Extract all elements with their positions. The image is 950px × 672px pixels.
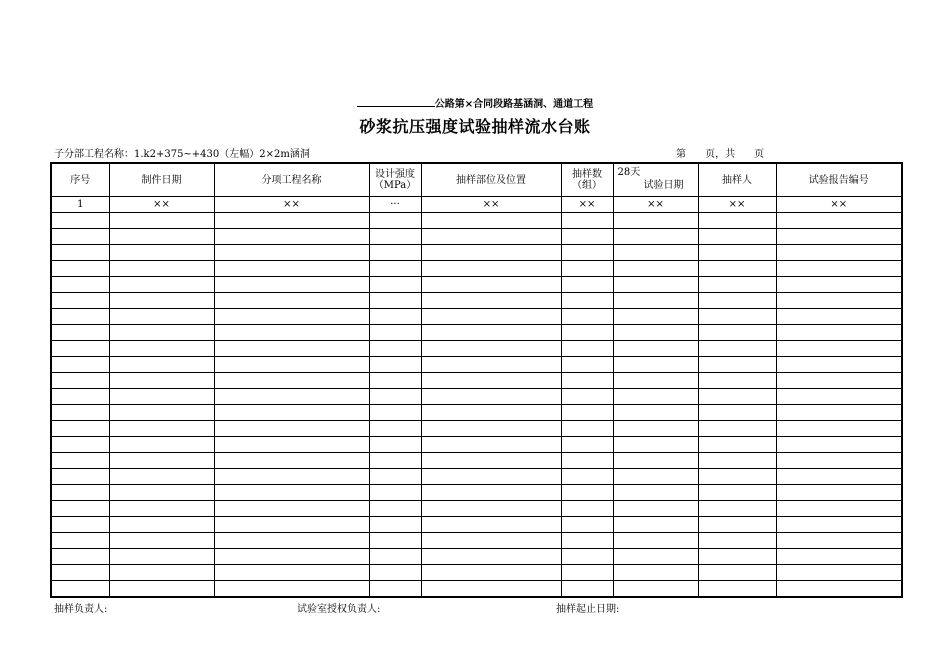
cell-sample-location[interactable] [421,549,561,565]
cell-design-strength[interactable] [369,517,421,533]
cell-sample-count[interactable] [561,341,613,357]
cell-make-date[interactable] [109,549,214,565]
cell-seq[interactable] [51,565,109,581]
cell-sample-count[interactable] [561,469,613,485]
cell-make-date[interactable] [109,309,214,325]
cell-sampler[interactable] [698,565,776,581]
cell-sample-location[interactable] [421,453,561,469]
cell-sample-location[interactable] [421,213,561,229]
cell-sampler[interactable] [698,325,776,341]
cell-seq[interactable] [51,405,109,421]
cell-design-strength[interactable] [369,421,421,437]
cell-sample-count[interactable] [561,421,613,437]
cell-make-date[interactable] [109,245,214,261]
cell-test-date[interactable] [613,549,698,565]
cell-design-strength[interactable] [369,373,421,389]
cell-make-date[interactable] [109,533,214,549]
cell-test-date[interactable] [613,309,698,325]
cell-sample-count[interactable] [561,405,613,421]
subproject-name: 子分部工程名称：1.k2+375~+430（左幅）2×2m涵洞 [54,149,310,160]
cell-item-name[interactable] [214,277,369,293]
page-title: 砂浆抗压强度试验抽样流水台账 [359,117,591,136]
table-row [51,581,902,598]
table-row [51,325,902,341]
cell-seq[interactable] [51,453,109,469]
table-row [51,357,902,373]
cell-make-date[interactable] [109,469,214,485]
cell-seq[interactable] [51,469,109,485]
cell-sample-location[interactable] [421,581,561,598]
table-row [51,549,902,565]
cell-report-no[interactable] [776,549,902,565]
cell-sample-count[interactable] [561,229,613,245]
cell-sample-count[interactable] [561,245,613,261]
cell-seq[interactable] [51,485,109,501]
table-row [51,533,902,549]
table-row [51,421,902,437]
cell-sampler[interactable] [698,389,776,405]
header-test-date-label: 试验日期 [643,180,684,191]
cell-test-date[interactable] [613,373,698,389]
cell-sampler[interactable] [698,373,776,389]
cell-test-date[interactable] [613,213,698,229]
cell-report-no[interactable] [776,341,902,357]
cell-sampler[interactable]: ×× [698,197,776,213]
table-row [51,437,902,453]
cell-report-no[interactable] [776,437,902,453]
header-seq: 序号 [51,163,109,197]
cell-sampler[interactable] [698,229,776,245]
cell-make-date[interactable] [109,437,214,453]
cell-test-date[interactable] [613,533,698,549]
cell-sampler[interactable] [698,501,776,517]
cell-sample-location[interactable] [421,261,561,277]
cell-sample-location[interactable]: ×× [421,197,561,213]
cell-sample-count[interactable] [561,293,613,309]
cell-test-date[interactable] [613,437,698,453]
cell-report-no[interactable] [776,501,902,517]
cell-sample-location[interactable] [421,389,561,405]
cell-item-name[interactable] [214,581,369,598]
cell-design-strength[interactable]: ··· [369,197,421,213]
cell-sampler[interactable] [698,245,776,261]
cell-item-name[interactable] [214,453,369,469]
cell-seq[interactable] [51,357,109,373]
cell-sampler[interactable] [698,213,776,229]
table-row [51,373,902,389]
cell-sampler[interactable] [698,405,776,421]
cell-seq[interactable] [51,261,109,277]
header-28-day: 28天 [617,167,641,178]
cell-sampler[interactable] [698,357,776,373]
cell-test-date[interactable] [613,421,698,437]
cell-item-name[interactable]: ×× [214,197,369,213]
table-row [51,341,902,357]
cell-test-date[interactable] [613,229,698,245]
cell-seq[interactable] [51,533,109,549]
cell-report-no[interactable] [776,213,902,229]
cell-design-strength[interactable] [369,581,421,598]
cell-design-strength[interactable] [369,533,421,549]
cell-seq[interactable] [51,581,109,598]
table-row [51,485,902,501]
cell-sampler[interactable] [698,533,776,549]
cell-item-name[interactable] [214,469,369,485]
table-row [51,517,902,533]
cell-item-name[interactable] [214,389,369,405]
cell-design-strength[interactable] [369,501,421,517]
table-row [51,245,902,261]
table-header-row [51,163,902,197]
table-row [51,229,902,245]
cell-make-date[interactable] [109,517,214,533]
cell-design-strength[interactable] [369,309,421,325]
footer-sampling-end: 抽样起止日期: [556,604,620,615]
header-sampler: 抽样人 [698,163,776,197]
cell-seq[interactable] [51,245,109,261]
cell-design-strength[interactable] [369,213,421,229]
cell-design-strength[interactable] [369,293,421,309]
cell-report-no[interactable] [776,469,902,485]
cell-seq[interactable] [51,229,109,245]
cell-make-date[interactable] [109,389,214,405]
cell-item-name[interactable] [214,485,369,501]
cell-sample-count[interactable] [561,357,613,373]
cell-design-strength[interactable] [369,341,421,357]
cell-item-name[interactable] [214,341,369,357]
cell-report-no[interactable] [776,277,902,293]
cell-sampler[interactable] [698,293,776,309]
project-line-text: 公路第×合同段路基涵洞、通道工程 [434,99,594,110]
cell-sample-location[interactable] [421,437,561,453]
cell-report-no[interactable] [776,357,902,373]
cell-test-date[interactable] [613,261,698,277]
cell-test-date[interactable] [613,277,698,293]
cell-design-strength[interactable] [369,389,421,405]
cell-sample-count[interactable] [561,501,613,517]
cell-test-date[interactable] [613,245,698,261]
cell-sampler[interactable] [698,469,776,485]
cell-sample-count[interactable] [561,565,613,581]
cell-seq[interactable] [51,517,109,533]
cell-item-name[interactable] [214,245,369,261]
cell-report-no[interactable] [776,517,902,533]
cell-report-no[interactable] [776,373,902,389]
project-name-blank [357,96,435,107]
cell-seq[interactable] [51,421,109,437]
cell-item-name[interactable] [214,533,369,549]
cell-sample-count[interactable] [561,373,613,389]
cell-sample-location[interactable] [421,309,561,325]
cell-sampler[interactable] [698,261,776,277]
project-line [0,95,950,110]
cell-sample-location[interactable] [421,357,561,373]
cell-sample-count[interactable] [561,581,613,598]
cell-report-no[interactable] [776,229,902,245]
cell-design-strength[interactable] [369,549,421,565]
cell-report-no[interactable] [776,485,902,501]
cell-design-strength[interactable] [369,229,421,245]
cell-test-date[interactable] [613,389,698,405]
cell-design-strength[interactable] [369,485,421,501]
cell-sampler[interactable] [698,277,776,293]
cell-sample-location[interactable] [421,501,561,517]
cell-seq[interactable] [51,277,109,293]
cell-item-name[interactable] [214,501,369,517]
cell-seq[interactable] [51,341,109,357]
cell-design-strength[interactable] [369,453,421,469]
cell-sampler[interactable] [698,437,776,453]
cell-test-date[interactable] [613,581,698,598]
cell-design-strength[interactable] [369,357,421,373]
header-sample-location: 抽样部位及位置 [421,163,561,197]
cell-item-name[interactable] [214,421,369,437]
table-row [51,565,902,581]
cell-test-date[interactable] [613,501,698,517]
cell-sample-count[interactable]: ×× [561,197,613,213]
cell-sampler[interactable] [698,581,776,598]
cell-report-no[interactable] [776,533,902,549]
cell-report-no[interactable] [776,421,902,437]
cell-make-date[interactable] [109,325,214,341]
table-row [51,405,902,421]
cell-design-strength[interactable] [369,261,421,277]
table-row [51,213,902,229]
table-row [51,453,902,469]
cell-sample-location[interactable] [421,277,561,293]
cell-test-date[interactable] [613,485,698,501]
cell-sample-count[interactable] [561,309,613,325]
cell-report-no[interactable] [776,261,902,277]
cell-test-date[interactable] [613,517,698,533]
cell-report-no[interactable]: ×× [776,197,902,213]
cell-design-strength[interactable] [369,245,421,261]
cell-test-date[interactable] [613,469,698,485]
cell-sample-location[interactable] [421,485,561,501]
cell-sample-count[interactable] [561,549,613,565]
cell-sampler[interactable] [698,421,776,437]
cell-sample-count[interactable] [561,325,613,341]
cell-report-no[interactable] [776,405,902,421]
cell-sample-location[interactable] [421,565,561,581]
header-test-date [613,163,698,197]
cell-item-name[interactable] [214,565,369,581]
footer-lab-auth: 试验室授权负责人: [297,604,381,615]
header-sample-count: 抽样数（组） [561,163,613,197]
ledger-table [50,162,903,598]
cell-seq[interactable] [51,325,109,341]
cell-seq[interactable] [51,549,109,565]
header-item-name: 分项工程名称 [214,163,369,197]
cell-make-date[interactable] [109,485,214,501]
cell-report-no[interactable] [776,581,902,598]
cell-sample-count[interactable] [561,517,613,533]
cell-item-name[interactable] [214,213,369,229]
cell-item-name[interactable] [214,261,369,277]
cell-seq[interactable] [51,373,109,389]
cell-item-name[interactable] [214,325,369,341]
cell-report-no[interactable] [776,325,902,341]
cell-sample-count[interactable] [561,277,613,293]
cell-item-name[interactable] [214,373,369,389]
cell-make-date[interactable]: ×× [109,197,214,213]
header-design-strength: 设计强度（MPa） [369,163,421,197]
cell-test-date[interactable] [613,357,698,373]
cell-sample-location[interactable] [421,373,561,389]
cell-make-date[interactable] [109,261,214,277]
cell-make-date[interactable] [109,421,214,437]
cell-test-date[interactable] [613,565,698,581]
cell-seq[interactable] [51,293,109,309]
cell-report-no[interactable] [776,293,902,309]
cell-report-no[interactable] [776,389,902,405]
cell-design-strength[interactable] [369,277,421,293]
cell-seq[interactable] [51,389,109,405]
cell-item-name[interactable] [214,229,369,245]
table-row [51,501,902,517]
cell-sampler[interactable] [698,549,776,565]
cell-make-date[interactable] [109,341,214,357]
cell-design-strength[interactable] [369,405,421,421]
cell-make-date[interactable] [109,453,214,469]
cell-item-name[interactable] [214,405,369,421]
ledger-body [51,197,902,598]
cell-design-strength[interactable] [369,325,421,341]
cell-sample-count[interactable] [561,389,613,405]
cell-sample-location[interactable] [421,229,561,245]
cell-make-date[interactable] [109,565,214,581]
cell-make-date[interactable] [109,373,214,389]
cell-sampler[interactable] [698,341,776,357]
cell-make-date[interactable] [109,581,214,598]
header-report-no: 试验报告编号 [776,163,902,197]
cell-sample-location[interactable] [421,533,561,549]
table-row [51,293,902,309]
cell-design-strength[interactable] [369,565,421,581]
cell-make-date[interactable] [109,405,214,421]
cell-sample-location[interactable] [421,405,561,421]
cell-seq[interactable] [51,501,109,517]
cell-item-name[interactable] [214,293,369,309]
cell-make-date[interactable] [109,293,214,309]
header-make-date: 制件日期 [109,163,214,197]
cell-sample-location[interactable] [421,325,561,341]
cell-seq[interactable] [51,213,109,229]
table-row [51,309,902,325]
cell-sample-location[interactable] [421,517,561,533]
table-row [51,277,902,293]
cell-sample-count[interactable] [561,485,613,501]
cell-seq[interactable]: 1 [51,197,109,213]
cell-item-name[interactable] [214,549,369,565]
table-row [51,261,902,277]
cell-sampler[interactable] [698,517,776,533]
cell-item-name[interactable] [214,357,369,373]
cell-item-name[interactable] [214,517,369,533]
cell-design-strength[interactable] [369,469,421,485]
cell-report-no[interactable] [776,453,902,469]
footer-sampler-leader: 抽样负责人: [54,604,108,615]
cell-sampler[interactable] [698,485,776,501]
cell-make-date[interactable] [109,277,214,293]
table-row [51,389,902,405]
cell-test-date[interactable] [613,293,698,309]
cell-report-no[interactable] [776,309,902,325]
cell-item-name[interactable] [214,437,369,453]
cell-sample-location[interactable] [421,469,561,485]
cell-sample-count[interactable] [561,437,613,453]
cell-report-no[interactable] [776,245,902,261]
table-row [51,469,902,485]
cell-test-date[interactable]: ×× [613,197,698,213]
cell-make-date[interactable] [109,213,214,229]
cell-seq[interactable] [51,437,109,453]
page-number: 第 页，共 页 [676,149,765,160]
cell-make-date[interactable] [109,357,214,373]
cell-sample-location[interactable] [421,341,561,357]
cell-test-date[interactable] [613,325,698,341]
cell-sample-location[interactable] [421,421,561,437]
cell-sample-location[interactable] [421,245,561,261]
cell-sampler[interactable] [698,453,776,469]
cell-design-strength[interactable] [369,437,421,453]
cell-sample-count[interactable] [561,453,613,469]
cell-sample-count[interactable] [561,213,613,229]
table-row [51,197,902,213]
cell-sampler[interactable] [698,309,776,325]
cell-make-date[interactable] [109,501,214,517]
cell-sample-count[interactable] [561,533,613,549]
cell-seq[interactable] [51,309,109,325]
cell-test-date[interactable] [613,341,698,357]
cell-item-name[interactable] [214,309,369,325]
cell-report-no[interactable] [776,565,902,581]
cell-test-date[interactable] [613,453,698,469]
cell-sample-count[interactable] [561,261,613,277]
cell-test-date[interactable] [613,405,698,421]
cell-make-date[interactable] [109,229,214,245]
cell-sample-location[interactable] [421,293,561,309]
